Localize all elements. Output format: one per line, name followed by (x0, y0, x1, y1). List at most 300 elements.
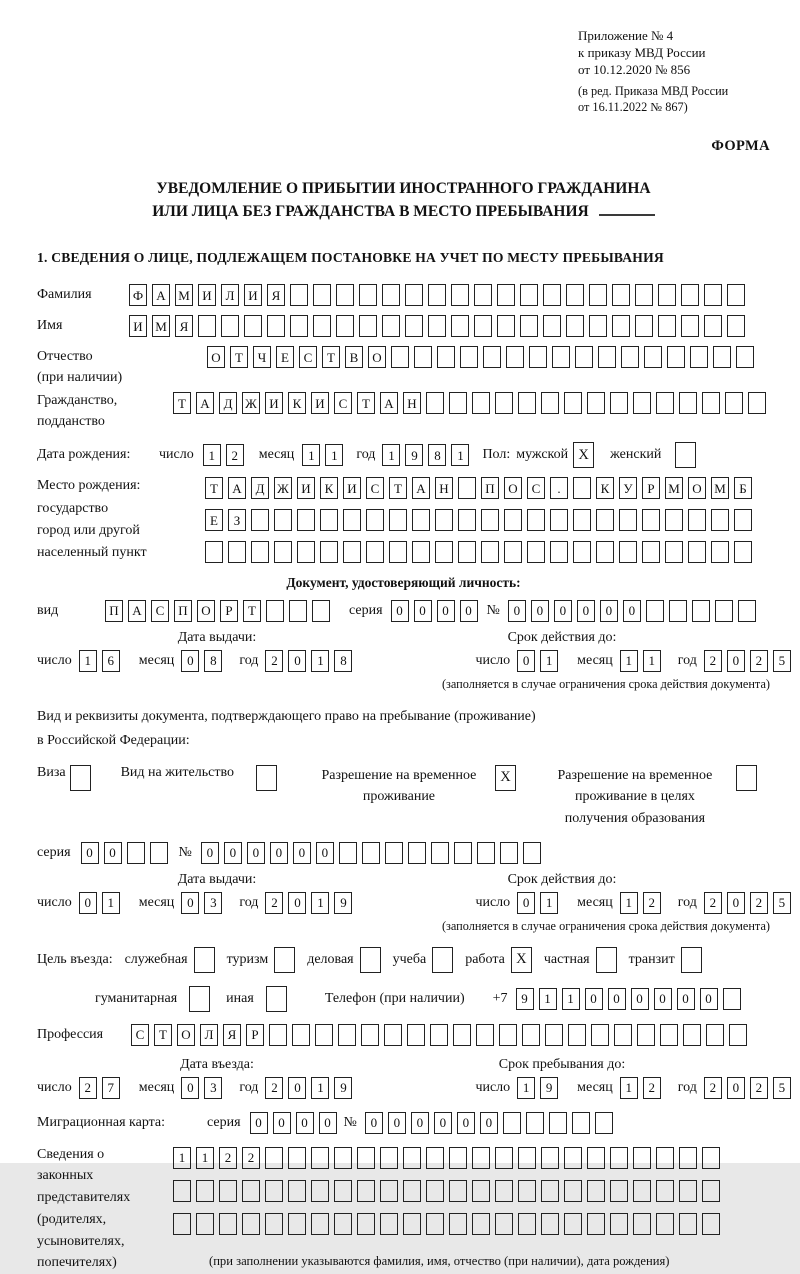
char-box[interactable] (274, 509, 292, 531)
char-box[interactable] (311, 1147, 329, 1169)
char-box[interactable] (621, 346, 639, 368)
char-box[interactable]: 2 (643, 892, 661, 914)
char-box[interactable] (591, 1024, 609, 1046)
char-box[interactable] (660, 1024, 678, 1046)
char-box[interactable] (704, 284, 722, 306)
char-box[interactable]: Т (243, 600, 261, 622)
char-box[interactable] (312, 600, 330, 622)
char-box[interactable]: 0 (517, 892, 535, 914)
char-box[interactable]: Я (267, 284, 285, 306)
char-box[interactable] (497, 284, 515, 306)
char-box[interactable]: И (297, 477, 315, 499)
char-box[interactable]: 5 (773, 1077, 791, 1099)
char-box[interactable] (646, 600, 664, 622)
char-box[interactable] (292, 1024, 310, 1046)
char-box[interactable] (297, 541, 315, 563)
char-box[interactable] (527, 509, 545, 531)
char-box[interactable]: 8 (334, 650, 352, 672)
char-box[interactable]: 0 (224, 842, 242, 864)
char-box[interactable] (681, 284, 699, 306)
char-box[interactable]: А (380, 392, 398, 414)
char-box[interactable] (389, 541, 407, 563)
char-box[interactable] (451, 284, 469, 306)
char-box[interactable] (430, 1024, 448, 1046)
char-box[interactable] (736, 346, 754, 368)
char-box[interactable] (407, 1024, 425, 1046)
char-box[interactable] (311, 1213, 329, 1235)
char-box[interactable] (541, 392, 559, 414)
char-box[interactable] (527, 541, 545, 563)
char-box[interactable] (715, 600, 733, 622)
char-box[interactable] (658, 284, 676, 306)
char-box[interactable]: И (343, 477, 361, 499)
char-box[interactable]: 0 (700, 988, 718, 1010)
char-box[interactable]: Р (642, 477, 660, 499)
char-box[interactable]: 0 (296, 1112, 314, 1134)
char-box[interactable]: 0 (81, 842, 99, 864)
char-box[interactable] (573, 541, 591, 563)
char-box[interactable] (587, 1180, 605, 1202)
char-box[interactable]: 1 (540, 650, 558, 672)
char-box[interactable] (267, 315, 285, 337)
char-box[interactable] (320, 541, 338, 563)
char-box[interactable] (313, 284, 331, 306)
char-box[interactable] (357, 1147, 375, 1169)
char-box[interactable]: И (265, 392, 283, 414)
char-box[interactable] (725, 392, 743, 414)
char-box[interactable] (738, 600, 756, 622)
char-box[interactable]: Ж (274, 477, 292, 499)
char-box[interactable] (289, 600, 307, 622)
char-box[interactable] (688, 541, 706, 563)
char-box[interactable] (334, 1180, 352, 1202)
char-box[interactable]: 2 (265, 892, 283, 914)
char-box[interactable] (589, 284, 607, 306)
char-box[interactable]: Ч (253, 346, 271, 368)
char-box[interactable] (265, 1180, 283, 1202)
char-box[interactable] (412, 541, 430, 563)
char-box[interactable] (476, 1024, 494, 1046)
char-box[interactable]: 7 (102, 1077, 120, 1099)
char-box[interactable] (495, 1213, 513, 1235)
char-box[interactable]: Р (246, 1024, 264, 1046)
char-box[interactable] (242, 1213, 260, 1235)
char-box[interactable]: И (129, 315, 147, 337)
char-box[interactable]: 2 (704, 1077, 722, 1099)
char-box[interactable] (453, 1024, 471, 1046)
char-box[interactable]: О (177, 1024, 195, 1046)
option-edu-residence-checkbox[interactable] (736, 765, 757, 791)
char-box[interactable] (692, 600, 710, 622)
char-box[interactable] (518, 392, 536, 414)
char-box[interactable] (265, 1213, 283, 1235)
char-box[interactable]: Т (205, 477, 223, 499)
char-box[interactable]: Л (200, 1024, 218, 1046)
char-box[interactable] (297, 509, 315, 531)
char-box[interactable] (391, 346, 409, 368)
char-box[interactable] (614, 1024, 632, 1046)
char-box[interactable] (598, 346, 616, 368)
char-box[interactable]: М (175, 284, 193, 306)
char-box[interactable] (633, 1213, 651, 1235)
char-box[interactable]: 1 (562, 988, 580, 1010)
char-box[interactable] (221, 315, 239, 337)
char-box[interactable]: О (207, 346, 225, 368)
char-box[interactable] (688, 509, 706, 531)
option-temp-residence-checkbox[interactable]: X (495, 765, 516, 791)
char-box[interactable] (495, 1180, 513, 1202)
char-box[interactable] (656, 392, 674, 414)
char-box[interactable] (385, 842, 403, 864)
char-box[interactable] (635, 284, 653, 306)
char-box[interactable] (656, 1147, 674, 1169)
char-box[interactable] (633, 392, 651, 414)
char-box[interactable] (431, 842, 449, 864)
char-box[interactable] (572, 1112, 590, 1134)
char-box[interactable]: 1 (311, 650, 329, 672)
char-box[interactable]: И (244, 284, 262, 306)
char-box[interactable] (610, 1213, 628, 1235)
char-box[interactable]: А (412, 477, 430, 499)
char-box[interactable]: 0 (388, 1112, 406, 1134)
char-box[interactable] (610, 1147, 628, 1169)
char-box[interactable] (610, 392, 628, 414)
char-box[interactable] (196, 1213, 214, 1235)
char-box[interactable]: Т (389, 477, 407, 499)
char-box[interactable]: Д (219, 392, 237, 414)
char-box[interactable]: 0 (577, 600, 595, 622)
char-box[interactable] (451, 315, 469, 337)
char-box[interactable]: Е (205, 509, 223, 531)
char-box[interactable] (412, 509, 430, 531)
char-box[interactable]: 0 (434, 1112, 452, 1134)
char-box[interactable] (734, 509, 752, 531)
char-box[interactable] (274, 541, 292, 563)
char-box[interactable] (437, 346, 455, 368)
char-box[interactable] (704, 315, 722, 337)
char-box[interactable]: 1 (643, 650, 661, 672)
char-box[interactable]: . (550, 477, 568, 499)
char-box[interactable]: 0 (517, 650, 535, 672)
char-box[interactable] (518, 1213, 536, 1235)
char-box[interactable] (566, 315, 584, 337)
char-box[interactable] (656, 1213, 674, 1235)
char-box[interactable] (173, 1180, 191, 1202)
char-box[interactable]: М (665, 477, 683, 499)
char-box[interactable] (481, 541, 499, 563)
char-box[interactable]: С (334, 392, 352, 414)
char-box[interactable] (683, 1024, 701, 1046)
char-box[interactable]: Б (734, 477, 752, 499)
char-box[interactable]: 0 (414, 600, 432, 622)
char-box[interactable] (658, 315, 676, 337)
char-box[interactable] (526, 1112, 544, 1134)
char-box[interactable] (339, 842, 357, 864)
char-box[interactable] (343, 541, 361, 563)
char-box[interactable] (357, 1180, 375, 1202)
char-box[interactable]: И (198, 284, 216, 306)
char-box[interactable]: 1 (302, 444, 320, 466)
char-box[interactable]: Р (220, 600, 238, 622)
char-box[interactable] (338, 1024, 356, 1046)
char-box[interactable] (311, 1180, 329, 1202)
char-box[interactable]: 1 (203, 444, 221, 466)
char-box[interactable] (472, 1180, 490, 1202)
char-box[interactable] (564, 1147, 582, 1169)
char-box[interactable]: 2 (79, 1077, 97, 1099)
char-box[interactable] (198, 315, 216, 337)
char-box[interactable] (727, 284, 745, 306)
char-box[interactable] (426, 1180, 444, 1202)
char-box[interactable] (633, 1147, 651, 1169)
char-box[interactable] (334, 1147, 352, 1169)
purpose-opt-private-checkbox[interactable] (596, 947, 617, 973)
char-box[interactable] (474, 315, 492, 337)
char-box[interactable] (266, 600, 284, 622)
char-box[interactable]: 0 (727, 892, 745, 914)
char-box[interactable]: 2 (750, 650, 768, 672)
char-box[interactable]: Т (322, 346, 340, 368)
char-box[interactable] (550, 509, 568, 531)
char-box[interactable] (403, 1147, 421, 1169)
char-box[interactable] (288, 1147, 306, 1169)
char-box[interactable] (449, 1180, 467, 1202)
char-box[interactable] (679, 392, 697, 414)
char-box[interactable] (520, 315, 538, 337)
char-box[interactable] (575, 346, 593, 368)
char-box[interactable] (343, 509, 361, 531)
char-box[interactable] (384, 1024, 402, 1046)
char-box[interactable] (428, 315, 446, 337)
char-box[interactable] (595, 1112, 613, 1134)
char-box[interactable] (690, 346, 708, 368)
char-box[interactable] (596, 509, 614, 531)
char-box[interactable] (499, 1024, 517, 1046)
char-box[interactable] (612, 284, 630, 306)
char-box[interactable] (543, 284, 561, 306)
char-box[interactable]: 5 (773, 892, 791, 914)
char-box[interactable] (320, 509, 338, 531)
char-box[interactable]: У (619, 477, 637, 499)
char-box[interactable]: 0 (293, 842, 311, 864)
char-box[interactable]: П (105, 600, 123, 622)
char-box[interactable] (460, 346, 478, 368)
char-box[interactable] (127, 842, 145, 864)
char-box[interactable]: 0 (677, 988, 695, 1010)
char-box[interactable]: Т (230, 346, 248, 368)
char-box[interactable]: Ф (129, 284, 147, 306)
char-box[interactable]: 9 (334, 1077, 352, 1099)
char-box[interactable] (481, 509, 499, 531)
char-box[interactable] (380, 1147, 398, 1169)
char-box[interactable] (518, 1147, 536, 1169)
char-box[interactable]: 8 (428, 444, 446, 466)
char-box[interactable] (637, 1024, 655, 1046)
char-box[interactable]: 1 (620, 1077, 638, 1099)
char-box[interactable]: 0 (270, 842, 288, 864)
purpose-opt-work-checkbox[interactable]: X (511, 947, 532, 973)
char-box[interactable] (529, 346, 547, 368)
char-box[interactable] (596, 541, 614, 563)
char-box[interactable] (610, 1180, 628, 1202)
char-box[interactable]: 2 (704, 650, 722, 672)
char-box[interactable] (449, 1213, 467, 1235)
char-box[interactable] (550, 541, 568, 563)
char-box[interactable] (541, 1147, 559, 1169)
char-box[interactable] (269, 1024, 287, 1046)
char-box[interactable] (336, 315, 354, 337)
char-box[interactable]: 0 (631, 988, 649, 1010)
purpose-opt-other-checkbox[interactable] (266, 986, 287, 1012)
char-box[interactable]: 0 (460, 600, 478, 622)
purpose-opt-tourism-checkbox[interactable] (274, 947, 295, 973)
char-box[interactable]: 1 (79, 650, 97, 672)
char-box[interactable] (251, 541, 269, 563)
char-box[interactable]: 0 (508, 600, 526, 622)
char-box[interactable]: 0 (585, 988, 603, 1010)
char-box[interactable] (405, 315, 423, 337)
char-box[interactable] (702, 392, 720, 414)
sex-male-checkbox[interactable]: X (573, 442, 594, 468)
char-box[interactable]: 0 (181, 650, 199, 672)
char-box[interactable] (500, 842, 518, 864)
char-box[interactable]: С (299, 346, 317, 368)
char-box[interactable] (679, 1147, 697, 1169)
char-box[interactable] (503, 1112, 521, 1134)
char-box[interactable] (359, 315, 377, 337)
char-box[interactable] (426, 1147, 444, 1169)
char-box[interactable]: 1 (173, 1147, 191, 1169)
purpose-opt-commercial-checkbox[interactable] (360, 947, 381, 973)
char-box[interactable] (426, 392, 444, 414)
char-box[interactable]: 1 (382, 444, 400, 466)
char-box[interactable] (681, 315, 699, 337)
char-box[interactable] (644, 346, 662, 368)
char-box[interactable]: 0 (288, 1077, 306, 1099)
char-box[interactable] (495, 392, 513, 414)
char-box[interactable]: А (228, 477, 246, 499)
char-box[interactable]: К (288, 392, 306, 414)
char-box[interactable] (573, 509, 591, 531)
char-box[interactable] (414, 346, 432, 368)
char-box[interactable] (619, 509, 637, 531)
char-box[interactable]: Я (175, 315, 193, 337)
char-box[interactable]: М (152, 315, 170, 337)
char-box[interactable]: 6 (102, 650, 120, 672)
char-box[interactable] (483, 346, 501, 368)
char-box[interactable]: 1 (539, 988, 557, 1010)
char-box[interactable]: 0 (531, 600, 549, 622)
char-box[interactable] (366, 509, 384, 531)
char-box[interactable]: 2 (704, 892, 722, 914)
char-box[interactable] (702, 1213, 720, 1235)
char-box[interactable] (288, 1180, 306, 1202)
char-box[interactable]: Н (435, 477, 453, 499)
char-box[interactable] (290, 315, 308, 337)
char-box[interactable] (408, 842, 426, 864)
char-box[interactable] (474, 284, 492, 306)
char-box[interactable]: А (128, 600, 146, 622)
char-box[interactable]: 9 (334, 892, 352, 914)
char-box[interactable] (665, 541, 683, 563)
char-box[interactable] (727, 315, 745, 337)
char-box[interactable]: 1 (102, 892, 120, 914)
char-box[interactable]: М (711, 477, 729, 499)
char-box[interactable] (545, 1024, 563, 1046)
char-box[interactable] (679, 1213, 697, 1235)
char-box[interactable] (619, 541, 637, 563)
char-box[interactable] (669, 600, 687, 622)
char-box[interactable]: 0 (181, 1077, 199, 1099)
char-box[interactable] (366, 541, 384, 563)
char-box[interactable] (196, 1180, 214, 1202)
char-box[interactable]: 0 (554, 600, 572, 622)
char-box[interactable] (336, 284, 354, 306)
char-box[interactable]: 0 (457, 1112, 475, 1134)
char-box[interactable] (665, 509, 683, 531)
char-box[interactable] (506, 346, 524, 368)
char-box[interactable] (173, 1213, 191, 1235)
char-box[interactable]: 1 (311, 892, 329, 914)
char-box[interactable]: 0 (250, 1112, 268, 1134)
char-box[interactable]: 2 (643, 1077, 661, 1099)
purpose-opt-transit-checkbox[interactable] (681, 947, 702, 973)
char-box[interactable]: О (504, 477, 522, 499)
char-box[interactable] (706, 1024, 724, 1046)
char-box[interactable]: П (174, 600, 192, 622)
char-box[interactable] (428, 284, 446, 306)
char-box[interactable]: И (311, 392, 329, 414)
char-box[interactable]: 0 (437, 600, 455, 622)
char-box[interactable] (723, 988, 741, 1010)
char-box[interactable]: 0 (365, 1112, 383, 1134)
char-box[interactable] (288, 1213, 306, 1235)
char-box[interactable]: 0 (600, 600, 618, 622)
char-box[interactable] (242, 1180, 260, 1202)
char-box[interactable]: 2 (219, 1147, 237, 1169)
char-box[interactable] (711, 541, 729, 563)
char-box[interactable]: 0 (288, 892, 306, 914)
char-box[interactable] (587, 392, 605, 414)
char-box[interactable]: 3 (204, 1077, 222, 1099)
char-box[interactable]: 2 (226, 444, 244, 466)
char-box[interactable]: 1 (620, 650, 638, 672)
char-box[interactable] (711, 509, 729, 531)
char-box[interactable] (150, 842, 168, 864)
char-box[interactable] (504, 541, 522, 563)
char-box[interactable] (573, 477, 591, 499)
char-box[interactable] (552, 346, 570, 368)
char-box[interactable] (656, 1180, 674, 1202)
char-box[interactable] (405, 284, 423, 306)
char-box[interactable] (702, 1180, 720, 1202)
char-box[interactable] (566, 284, 584, 306)
char-box[interactable]: 0 (247, 842, 265, 864)
char-box[interactable] (642, 541, 660, 563)
char-box[interactable] (361, 1024, 379, 1046)
char-box[interactable] (458, 509, 476, 531)
char-box[interactable]: 0 (727, 650, 745, 672)
char-box[interactable]: А (196, 392, 214, 414)
char-box[interactable] (403, 1180, 421, 1202)
char-box[interactable] (734, 541, 752, 563)
char-box[interactable]: 1 (311, 1077, 329, 1099)
char-box[interactable] (228, 541, 246, 563)
option-visa-checkbox[interactable] (70, 765, 91, 791)
char-box[interactable] (334, 1213, 352, 1235)
char-box[interactable]: К (596, 477, 614, 499)
char-box[interactable] (679, 1180, 697, 1202)
